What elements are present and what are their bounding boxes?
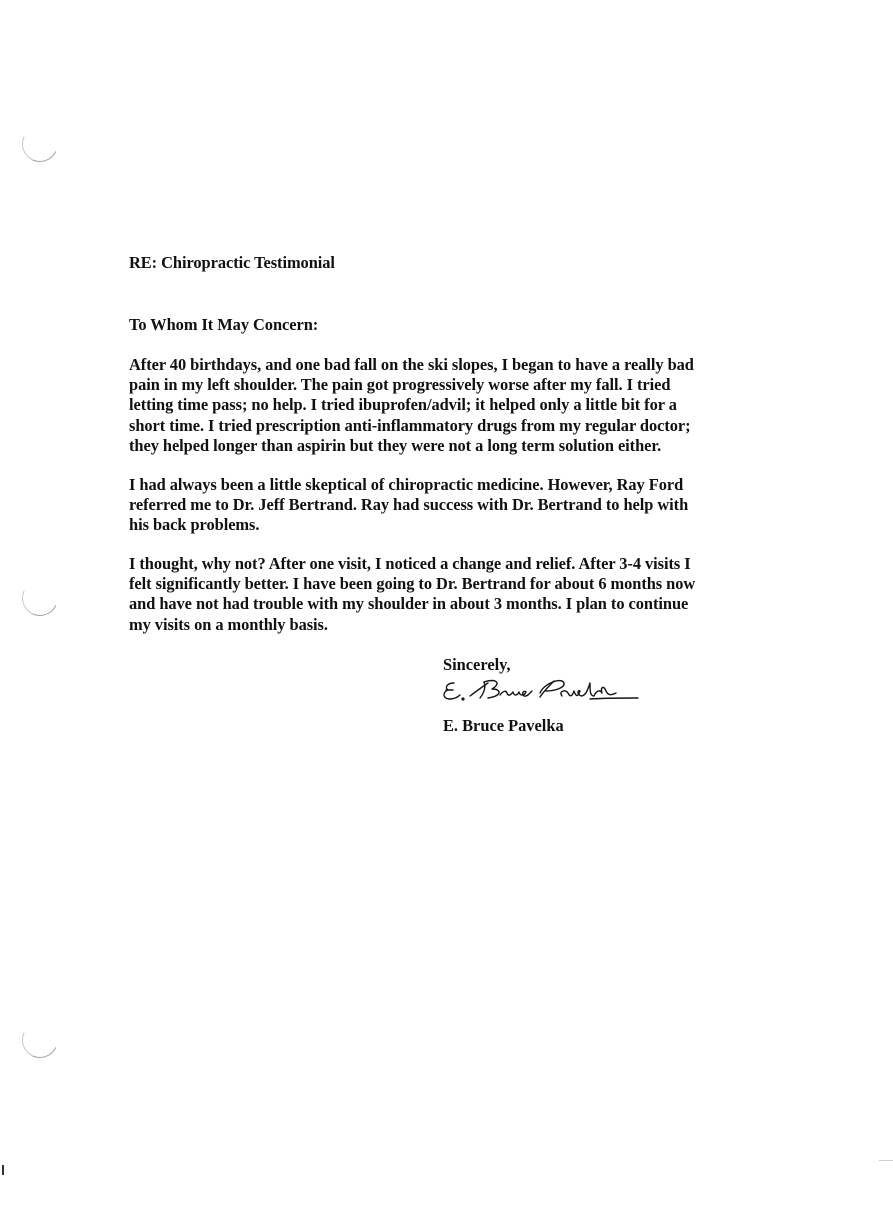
paragraph-line: my visits on a monthly basis. [129, 614, 328, 634]
paragraph-line: and have not had trouble with my shoulder in about 3 months. I plan to continue [129, 594, 689, 614]
paragraph-line: pain in my left shoulder. The pain got progressively worse after my fall. I tried [129, 375, 671, 395]
paragraph-line: referred me to Dr. Jeff Bertrand. Ray had success with Dr. Bertrand to help with [129, 495, 689, 515]
paragraph-line: I had always been a little skeptical of chiropractic medicine. However, Ray Ford [129, 475, 684, 494]
signer-name: E. Bruce Pavelka [443, 716, 564, 735]
paragraph-line: his back problems. [129, 515, 260, 535]
paragraph-line: I thought, why not? After one visit, I noticed a change and relief. After 3-4 visits I [129, 554, 691, 573]
paragraph-line: short time. I tried prescription anti-inflammatory drugs from my regular doctor; [129, 415, 691, 435]
subject-line: RE: Chiropractic Testimonial [129, 253, 335, 272]
binder-hole [17, 1017, 63, 1063]
scan-corner-mark [879, 1160, 893, 1161]
closing: Sincerely, [443, 655, 511, 674]
scan-edge-mark [2, 1165, 4, 1175]
paragraph-line: felt significantly better. I have been going to Dr. Bertrand for about 6 months now [129, 574, 696, 594]
paragraph-line: letting time pass; no help. I tried ibuprofen/advil; it helped only a little bit for a [129, 395, 677, 415]
salutation: To Whom It May Concern: [129, 315, 319, 334]
binder-hole [17, 121, 63, 167]
body-paragraph-1 [129, 355, 759, 456]
paragraph-line: they helped longer than aspirin but they were not a long term solution either. [129, 435, 662, 455]
body-paragraph-3 [129, 554, 759, 635]
handwritten-signature [440, 663, 640, 709]
body-paragraph-2 [129, 475, 759, 536]
binder-hole [17, 575, 63, 621]
paragraph-line: After 40 birthdays, and one bad fall on the ski slopes, I began to have a really bad [129, 355, 694, 374]
